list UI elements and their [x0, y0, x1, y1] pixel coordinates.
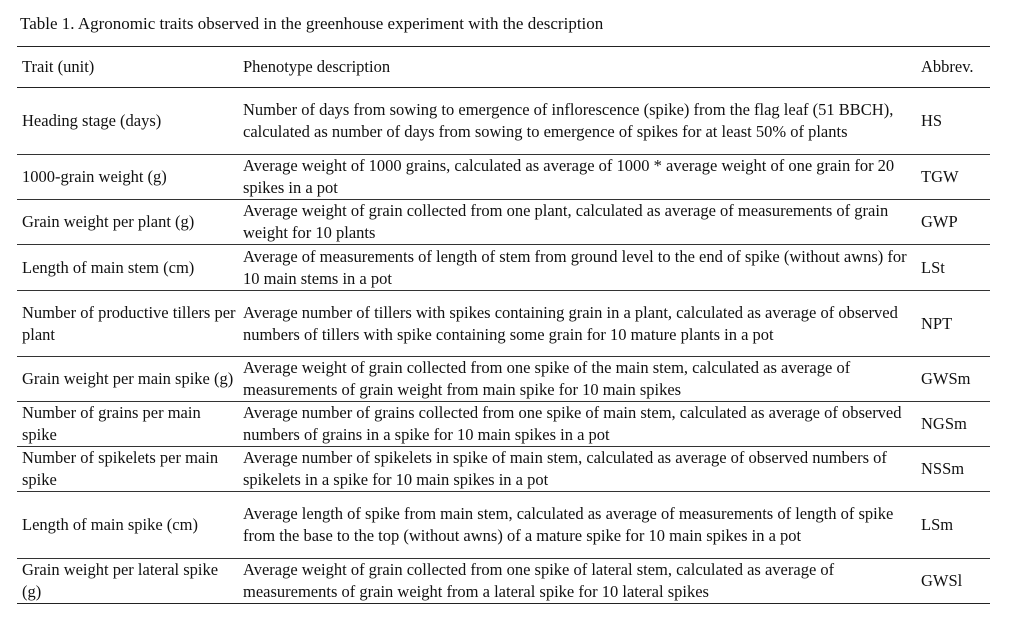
table-header-row: [17, 47, 990, 88]
description-cell: Average weight of grain collected from one spike of lateral stem, calculated as average of measurements of grain weight from a lateral spike for 10 lateral spikes: [241, 559, 917, 604]
description-cell: Average length of spike from main stem, calculated as average of measurements of length of spike from the base to the top (without awns) of a mature spike for 10 main spikes in a pot: [241, 492, 917, 559]
table-caption: Table 1. Agronomic traits observed in the greenhouse experiment with the description: [20, 14, 604, 33]
table-row: [17, 155, 990, 200]
trait-cell: Grain weight per main spike (g): [17, 357, 241, 402]
description-cell: Average of measurements of length of stem from ground level to the end of spike (without awns) for 10 main stems in a pot: [241, 245, 917, 291]
abbrev-cell: GWSm: [917, 357, 990, 402]
trait-cell: Grain weight per lateral spike (g): [17, 559, 241, 604]
abbrev-cell: GWP: [917, 200, 990, 245]
trait-cell: Number of spikelets per main spike: [17, 447, 241, 492]
description-cell: Average weight of grain collected from one spike of the main stem, calculated as average of measurements of grain weight from main spike for 10 main spikes: [241, 357, 917, 402]
header-description: Phenotype description: [241, 47, 917, 88]
description-cell: Average weight of grain collected from one plant, calculated as average of measurements of grain weight for 10 plants: [241, 200, 917, 245]
trait-cell: Heading stage (days): [17, 88, 241, 155]
abbrev-cell: NPT: [917, 291, 990, 357]
trait-cell: Length of main spike (cm): [17, 492, 241, 559]
description-cell: Average number of spikelets in spike of main stem, calculated as average of observed numbers of spikelets in a spike for 10 main spikes in a pot: [241, 447, 917, 492]
trait-cell: Length of main stem (cm): [17, 245, 241, 291]
abbrev-cell: LSm: [917, 492, 990, 559]
abbrev-cell: NSSm: [917, 447, 990, 492]
abbrev-cell: TGW: [917, 155, 990, 200]
description-cell: Average weight of 1000 grains, calculated as average of 1000 * average weight of one grain for 20 spikes in a pot: [241, 155, 917, 200]
abbrev-cell: GWSl: [917, 559, 990, 604]
header-abbrev: Abbrev.: [917, 47, 990, 88]
table-row: [17, 291, 990, 357]
description-cell: Number of days from sowing to emergence of inflorescence (spike) from the flag leaf (51 BBCH), calculated as number of days from sowing to emergence of spikes for at least 50% of plants: [241, 88, 917, 155]
trait-cell: Grain weight per plant (g): [17, 200, 241, 245]
abbrev-cell: HS: [917, 88, 990, 155]
table-row: [17, 447, 990, 492]
agronomic-traits-table: [17, 46, 990, 604]
table-row: [17, 200, 990, 245]
table-row: [17, 559, 990, 604]
trait-cell: Number of productive tillers per plant: [17, 291, 241, 357]
trait-cell: Number of grains per main spike: [17, 402, 241, 447]
abbrev-cell: NGSm: [917, 402, 990, 447]
table-row: [17, 402, 990, 447]
description-cell: Average number of tillers with spikes containing grain in a plant, calculated as average of observed numbers of tillers with spike containing some grain for 10 mature plants in a pot: [241, 291, 917, 357]
table-row: [17, 245, 990, 291]
description-cell: Average number of grains collected from one spike of main stem, calculated as average of observed numbers of grains in a spike for 10 main spikes in a pot: [241, 402, 917, 447]
table-row: [17, 88, 990, 155]
header-trait: Trait (unit): [17, 47, 241, 88]
table-row: [17, 492, 990, 559]
trait-cell: 1000-grain weight (g): [17, 155, 241, 200]
table-row: [17, 357, 990, 402]
abbrev-cell: LSt: [917, 245, 990, 291]
